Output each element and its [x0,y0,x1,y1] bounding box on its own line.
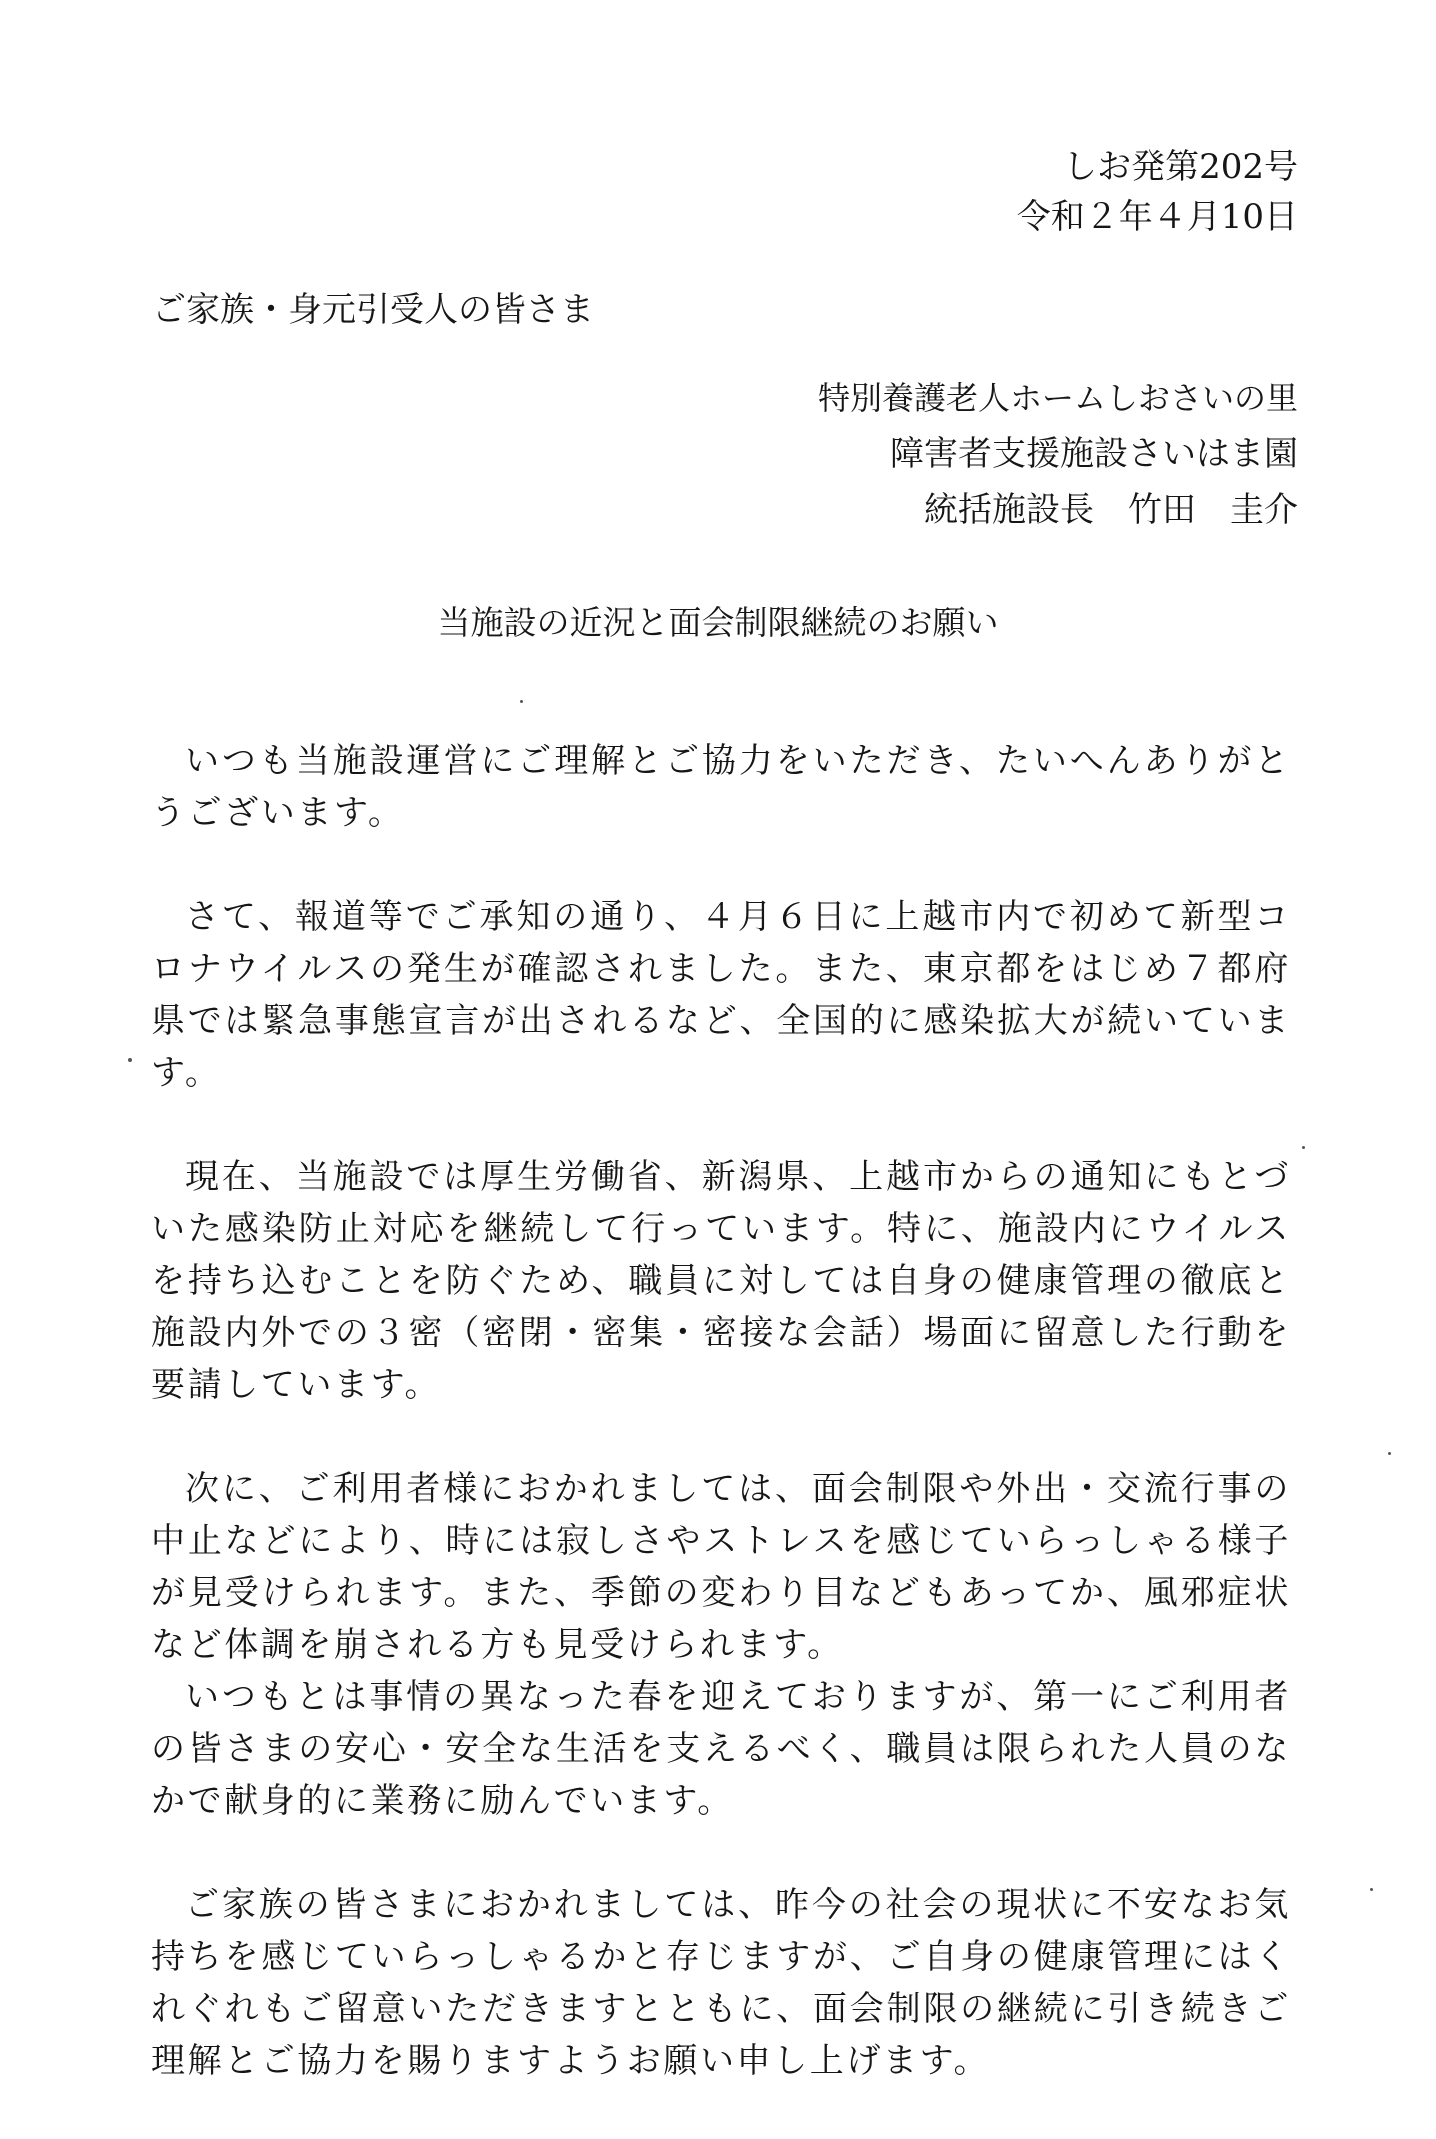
document-number: しお発第202号 [1063,147,1298,187]
reference-block [1017,142,1298,242]
addressee: ご家族・身元引受人の皆さま [152,290,594,330]
document-date: 令和２年４月10日 [1016,197,1298,237]
scan-speck [1302,1146,1305,1149]
sender-facility-1: 特別養護老人ホームしおさいの里 [817,379,1298,417]
document-body [151,735,1291,2139]
scan-speck [1370,1888,1373,1891]
scan-speck [520,700,523,703]
paragraph-measures: 現在、当施設では厚生労働省、新潟県、上越市からの通知にもとづいた感染防止対応を継続して行っています。特に、施設内にウイルスを持ち込むことを防ぐため、職員に対しては自身の健康管理の徹底と施設内外での３密（密閉・密集・密接な会話）場面に留意した行動を要請しています。 [151,1157,1291,1405]
paragraph-request: ご家族の皆さまにおかれましては、昨今の社会の現状に不安なお気持ちを感じていらっしゃるかと存じますが、ご自身の健康管理にはくれぐれもご留意いただきますとともに、面会制限の継続に引き続きご理解とご協力を賜りますようお願い申し上げます。 [151,1885,1291,2081]
document-title: 当施設の近況と面会制限継続のお願い [437,603,999,642]
scan-speck [1388,1452,1391,1455]
paragraph-greeting: いつも当施設運営にご理解とご協力をいただき、たいへんありがとうございます。 [151,741,1291,833]
paragraph-situation: さて、報道等でご承知の通り、４月６日に上越市内で初めて新型コロナウイルスの発生が確認されました。また、東京都をはじめ７都府県では緊急事態宣言が出されるなど、全国的に感染拡大が続いています。 [151,897,1291,1093]
sender-facility-2: 障害者支援施設さいはま園 [890,434,1298,474]
sender-director: 統括施設長 竹田 圭介 [924,490,1298,530]
scan-speck [128,1058,132,1062]
sender-block [818,370,1298,538]
paragraph-residents: 次に、ご利用者様におかれましては、面会制限や外出・交流行事の中止などにより、時には寂しさやストレスを感じていらっしゃる様子が見受けられます。また、季節の変わり目などもあってか、風邪症状など体調を崩される方も見受けられます。 [151,1469,1291,1665]
paragraph-staff: いつもとは事情の異なった春を迎えておりますが、第一にご利用者の皆さまの安心・安全な生活を支えるべく、職員は限られた人員のなかで献身的に業務に励んでいます。 [151,1677,1291,1821]
